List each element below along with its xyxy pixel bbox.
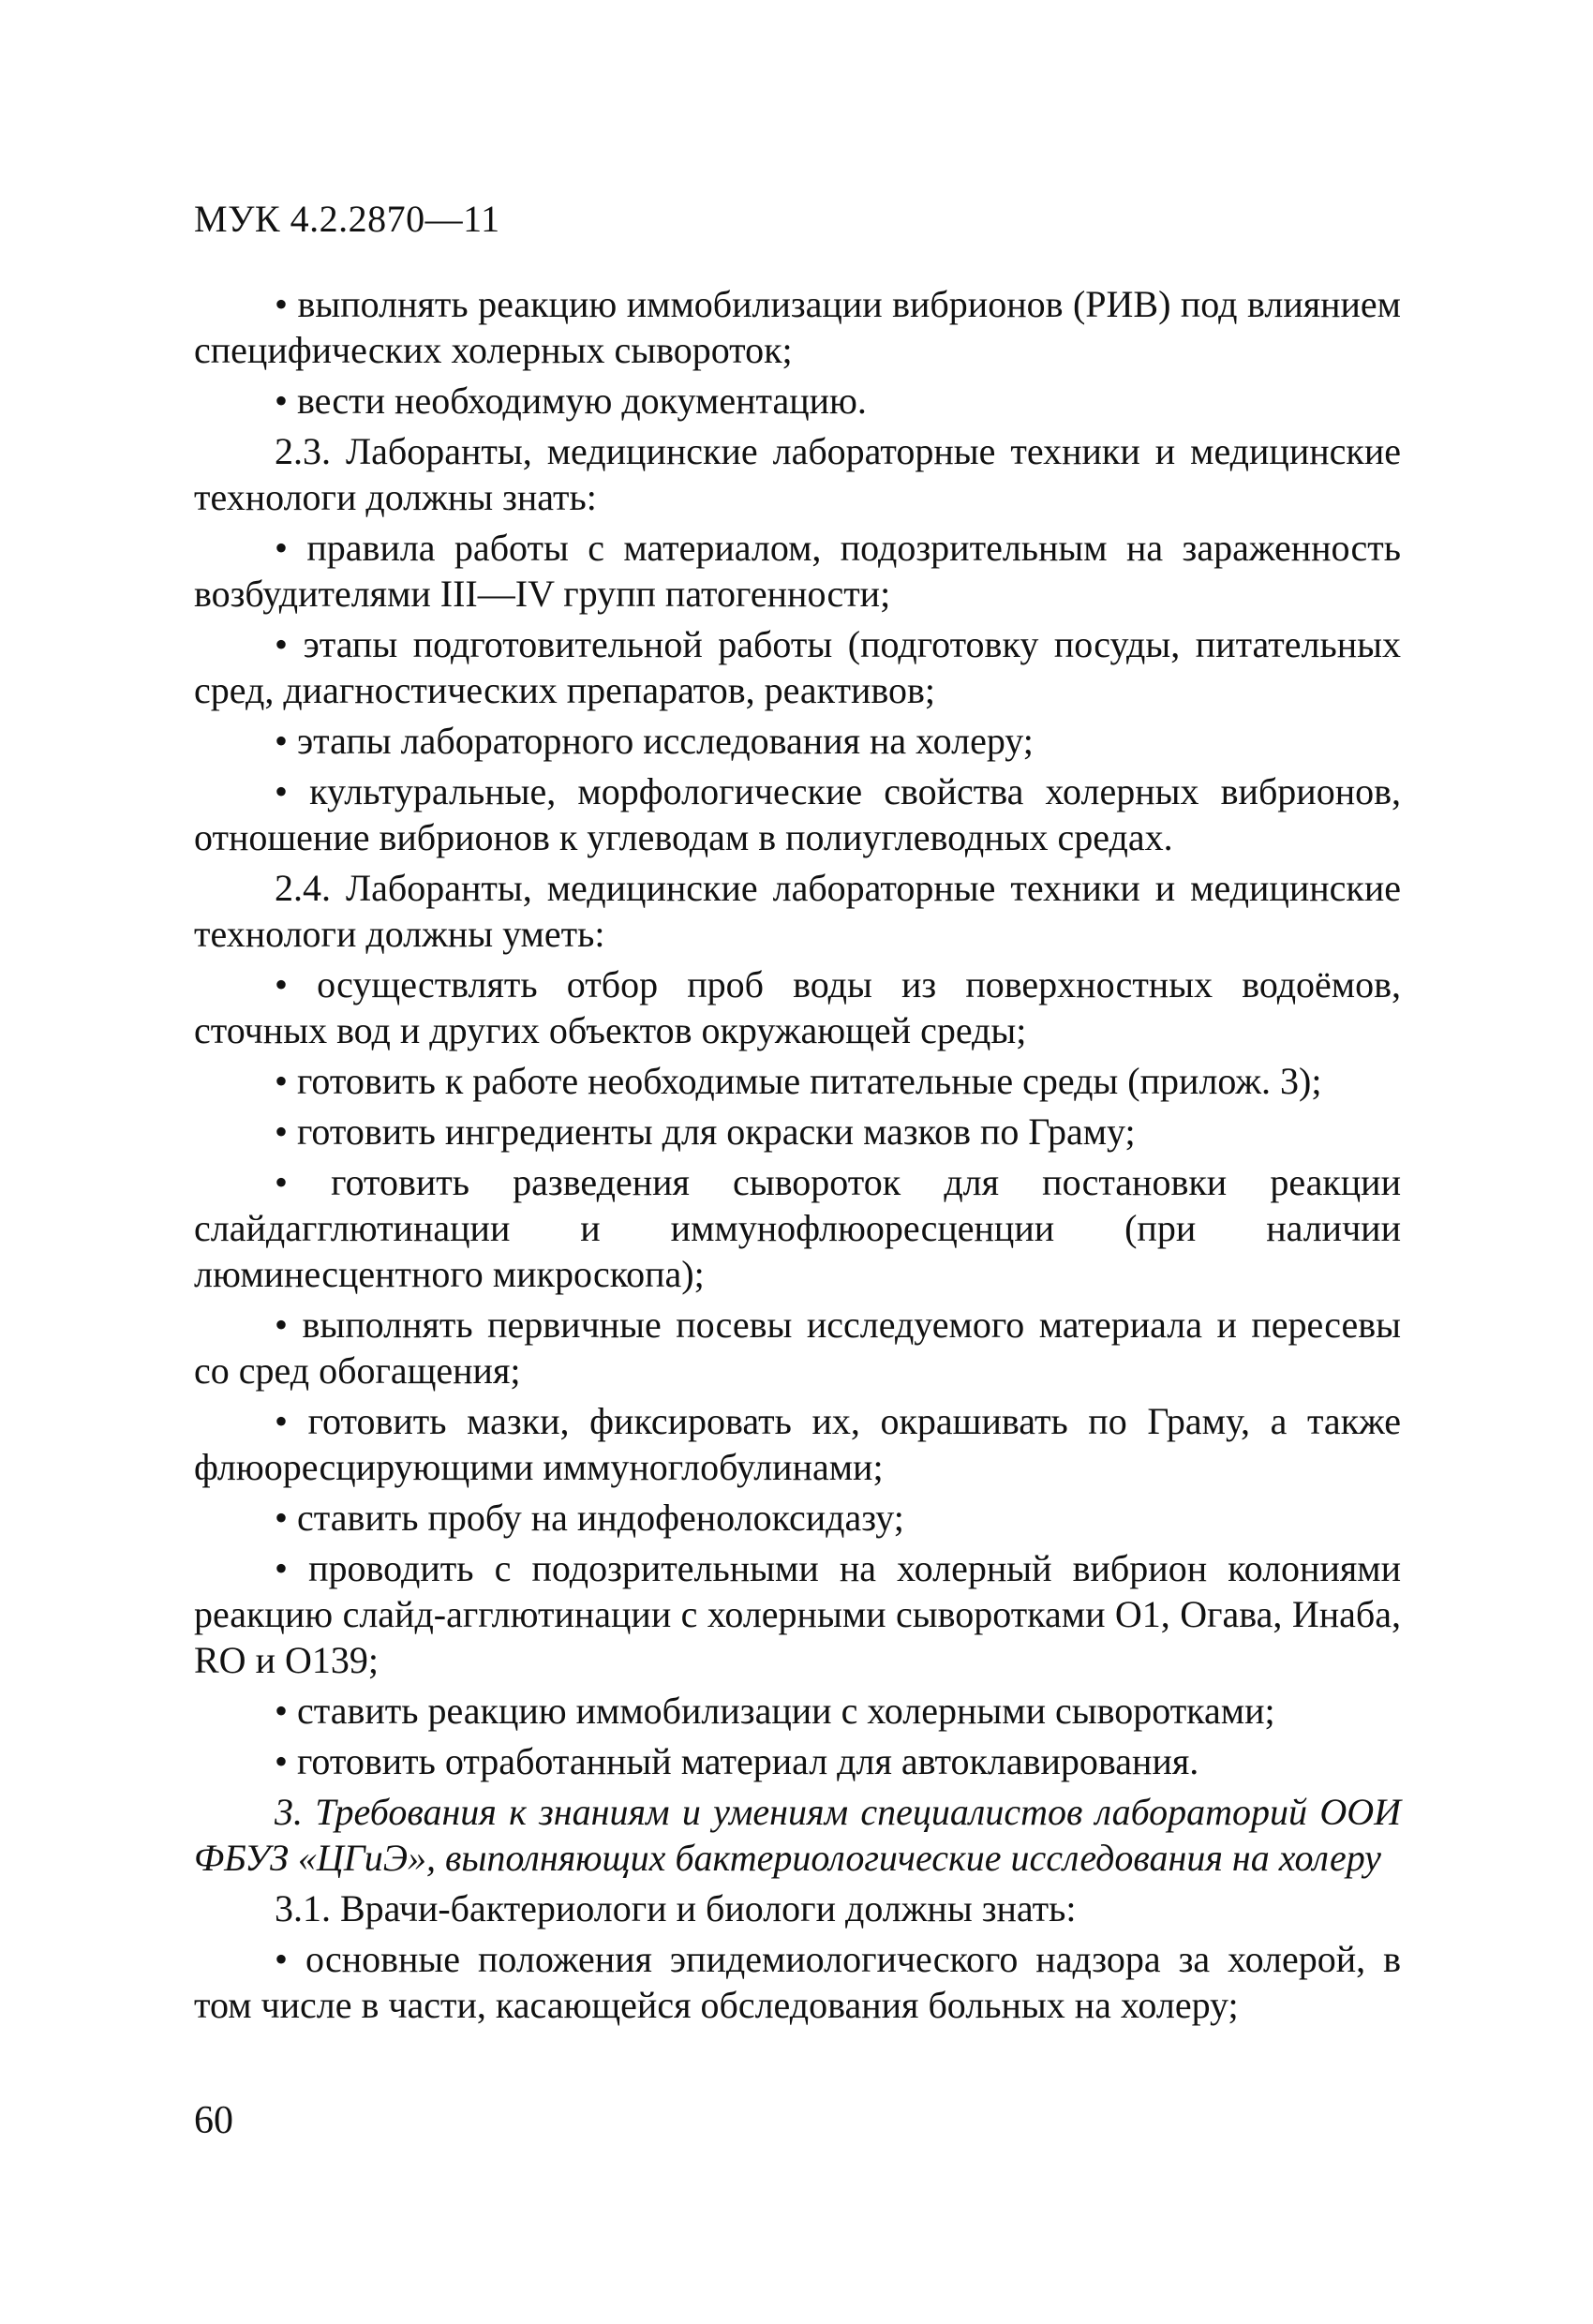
bullet-item: • ставить пробу на индофенолоксидазу; (194, 1495, 1401, 1541)
bullet-item: • готовить отработанный материал для автоклавирования. (194, 1738, 1401, 1784)
section-2-4-intro: 2.4. Лаборанты, медицинские лабораторные техники и медицинские технологи должны уметь: (194, 867, 1401, 955)
bullet-item: • правила работы с материалом, подозрительным на зараженность возбудителями III—IV групп патогенности; (194, 525, 1401, 617)
section-3-heading: 3. Требования к знаниям и умениям специалистов лабораторий ООИ ФБУЗ «ЦГиЭ», выполняющих бактериологические исследования на холеру (194, 1791, 1401, 1879)
bullet-item: • основные положения эпидемиологического надзора за холерой, в том числе в части, касающейся обследования больных на холеру; (194, 1936, 1401, 2028)
bullet-item: • выполнять первичные посевы исследуемого материала и пересевы со сред обогащения; (194, 1302, 1401, 1393)
document-code-header: МУК 4.2.2870—11 (194, 198, 500, 240)
bullet-item: • ставить реакцию иммобилизации с холерными сыворотками; (194, 1688, 1401, 1734)
bullet-item: • осуществлять отбор проб воды из поверхностных водоёмов, сточных вод и других объектов окружающей среды; (194, 961, 1401, 1053)
bullet-item: • готовить ингредиенты для окраски мазков по Граму; (194, 1109, 1401, 1155)
bullet-item: • этапы лабораторного исследования на холеру; (194, 718, 1401, 764)
section-3-1-intro: 3.1. Врачи-бактериологи и биологи должны знать: (275, 1887, 1077, 1929)
bullet-item: • вести необходимую документацию. (194, 378, 1401, 424)
bullet-item: • проводить с подозрительными на холерный вибрион колониями реакцию слайд-агглютинации с холерными сыворотками O1, Огава, Инаба, RO и O139; (194, 1545, 1401, 1683)
bullet-item: • готовить разведения сывороток для постановки реакции слайдагглютинации и иммунофлюоресценции (при наличии люминесцентного микроскопа); (194, 1159, 1401, 1297)
bullet-item: • культуральные, морфологические свойства холерных вибрионов, отношение вибрионов к углеводам в полиуглеводных средах. (194, 768, 1401, 860)
document-body (194, 281, 1401, 2033)
section-2-3-intro: 2.3. Лаборанты, медицинские лабораторные техники и медицинские технологи должны знать: (194, 430, 1401, 518)
bullet-item: • готовить к работе необходимые питательные среды (прилож. 3); (194, 1058, 1401, 1104)
page-number: 60 (194, 2099, 233, 2142)
bullet-item: • готовить мазки, фиксировать их, окрашивать по Граму, а также флюоресцирующими иммуноглобулинами; (194, 1398, 1401, 1490)
bullet-item: • этапы подготовительной работы (подготовку посуды, питательных сред, диагностических препаратов, реактивов; (194, 621, 1401, 713)
bullet-item: • выполнять реакцию иммобилизации вибрионов (РИВ) под влиянием специфических холерных сывороток; (194, 281, 1401, 373)
